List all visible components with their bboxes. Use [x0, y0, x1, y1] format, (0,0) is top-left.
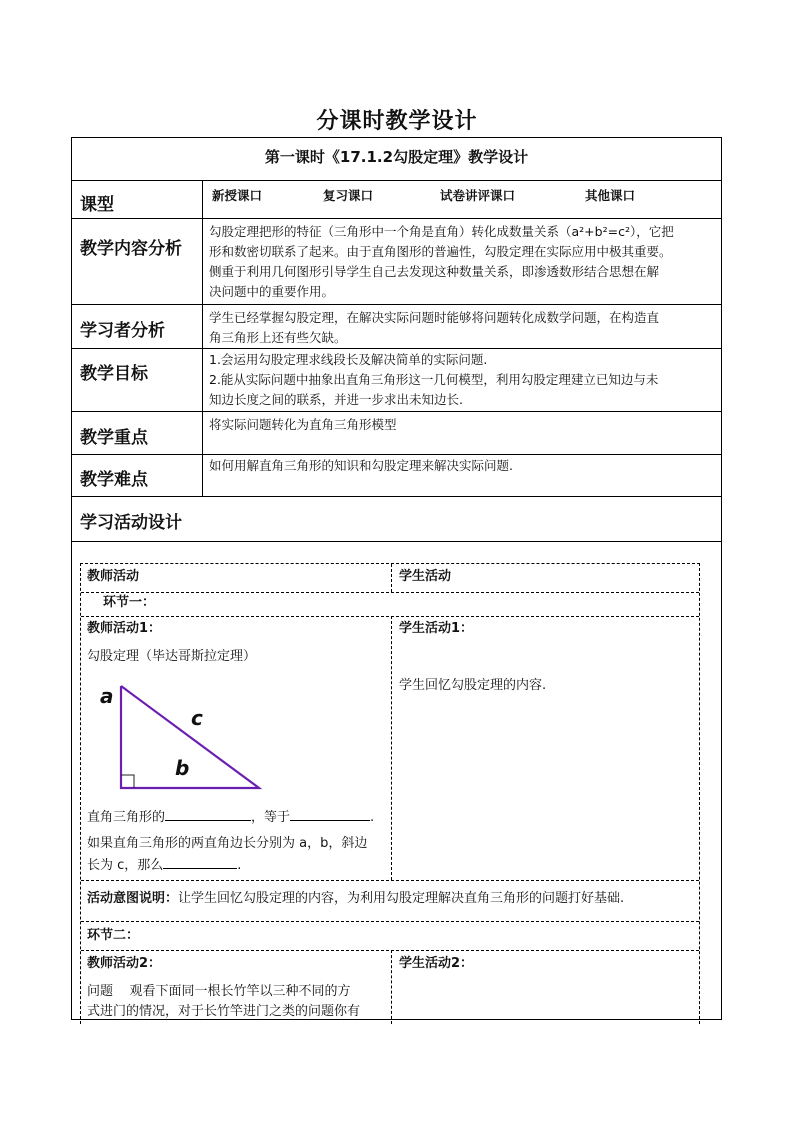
objectives-label: 教学目标 — [80, 364, 148, 384]
right-triangle-diagram — [91, 676, 291, 794]
row-divider — [72, 304, 721, 305]
answer-blank[interactable] — [163, 854, 237, 869]
triangle-label-b: b — [175, 756, 190, 780]
content-analysis-text: 勾股定理把形的特征（三角形中一个角是直角）转化成数量关系（a²+b²=c²），它把 形和数密切联系了起来。由于直角图形的普遍性，勾股定理在实际应用中极其重要。 侧重于利用几何图形引导学生自己去发现这种数量关系，即渗透数形结合思想在解 决问题中的重要作用。 — [209, 224, 674, 299]
activity-table — [80, 563, 700, 1024]
fill-blank-line-2: 如果直角三角形的两直角边长分别为 a，b，斜边 — [87, 836, 368, 851]
type-option-other: 其他课口 — [585, 188, 636, 203]
learner-analysis-text: 学生已经掌握勾股定理，在解决实际问题时能够将问题转化成数学问题，在构造直 角三角形上还有些欠缺。 — [209, 310, 660, 345]
row-divider — [72, 411, 721, 412]
stage-one-label: 环节一： — [103, 595, 156, 610]
key-points-text: 将实际问题转化为直角三角形模型 — [209, 417, 397, 432]
lesson-design-table — [71, 137, 722, 1020]
learner-analysis-label: 学习者分析 — [80, 321, 165, 341]
student-activity-2-title: 学生活动2： — [399, 956, 474, 971]
difficulties-label: 教学难点 — [80, 470, 148, 490]
row-divider — [72, 496, 721, 497]
teacher-activity-2-line-2: 式进门的情况，对于长竹竿进门之类的问题你有 — [87, 1004, 361, 1019]
triangle-label-c: c — [191, 706, 203, 730]
type-label: 课型 — [80, 195, 114, 215]
teacher-activity-1-title: 教师活动1： — [87, 621, 162, 636]
row-divider — [72, 454, 721, 455]
teacher-activity-2-title: 教师活动2： — [87, 956, 162, 971]
row-divider — [72, 218, 721, 219]
student-activity-1-text: 学生回忆勾股定理的内容. — [399, 678, 547, 693]
objectives-text: 1.会运用勾股定理求线段长及解决简单的实际问题. 2.能从实际问题中抽象出直角三角形这一几何模型，利用勾股定理建立已知边与未 知边长度之间的联系，并进一步求出未知边长. — [209, 352, 659, 407]
column-divider — [202, 180, 203, 496]
student-activity-header: 学生活动 — [399, 569, 452, 584]
activity-intent: 活动意图说明：让学生回忆勾股定理的内容，为利用勾股定理解决直角三角形的问题打好基础. — [87, 891, 625, 906]
content-analysis-label: 教学内容分析 — [80, 239, 182, 259]
teacher-activity-header: 教师活动 — [87, 569, 140, 584]
stage-two-label: 环节二： — [87, 928, 140, 943]
teacher-activity-2-line-1: 问题 观看下面同一根长竹竿以三种不同的方 — [87, 984, 351, 999]
fill-blank-line-1: 直角三角形的 ，等于 . — [87, 806, 374, 828]
lesson-title: 第一课时《17.1.2勾股定理》教学设计 — [264, 148, 529, 166]
triangle-label-a: a — [100, 684, 114, 708]
row-divider — [72, 348, 721, 349]
right-angle-mark — [121, 775, 134, 788]
type-option-new: 新授课口 — [212, 188, 263, 203]
answer-blank[interactable] — [165, 806, 251, 821]
row-divider — [72, 541, 721, 542]
triangle-shape — [121, 686, 259, 788]
key-points-label: 教学重点 — [80, 428, 148, 448]
pythagorean-theorem-title: 勾股定理（毕达哥斯拉定理） — [87, 649, 257, 664]
page-title: 分课时教学设计 — [316, 109, 478, 134]
student-activity-1-title: 学生活动1： — [399, 621, 474, 636]
activity-design-label: 学习活动设计 — [80, 513, 182, 533]
fill-blank-line-3: 长为 c，那么 . — [87, 854, 241, 876]
type-option-review: 复习课口 — [323, 188, 374, 203]
row-divider — [72, 180, 721, 181]
type-option-exam: 试卷讲评课口 — [440, 188, 516, 203]
answer-blank[interactable] — [290, 806, 370, 821]
difficulties-text: 如何用解直角三角形的知识和勾股定理来解决实际问题. — [209, 458, 513, 473]
